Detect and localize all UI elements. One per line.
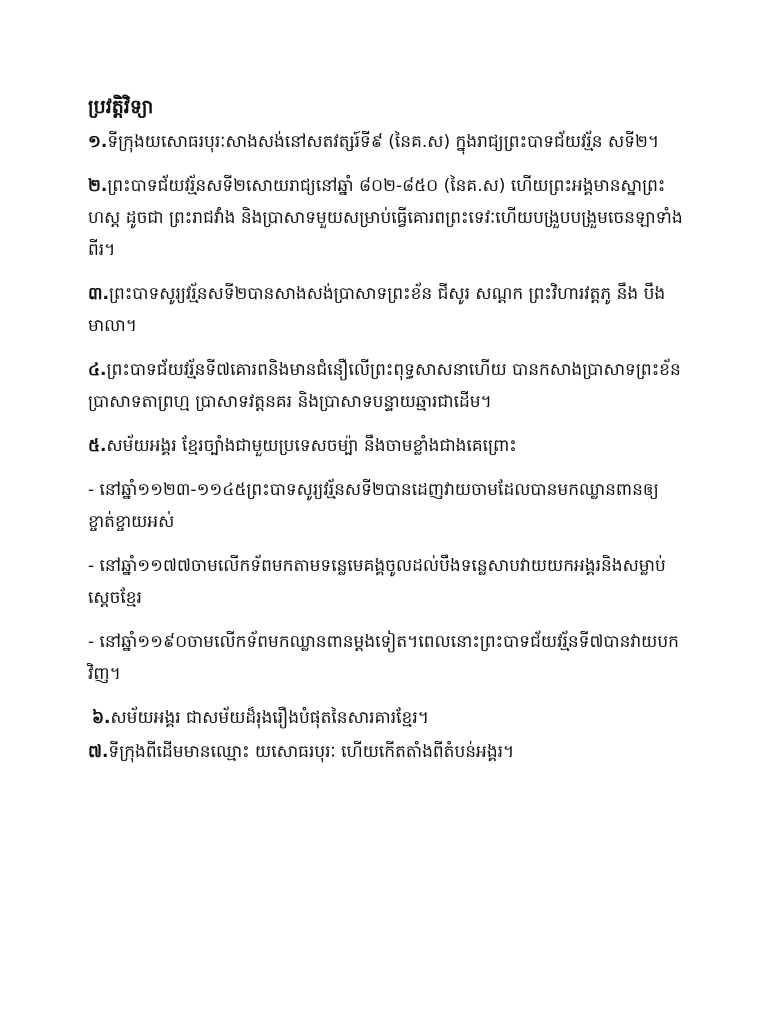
paragraph-5 [88, 430, 688, 462]
paragraph-text: - នៅឆ្នាំ១១៩០ចាមលើកទ័ពមកឈ្លានពានម្តងទៀត។ពេលនោះព្រះបាទជ័យវរ្ម័នទី៧បានវាយបកវិញ។ [88, 632, 679, 684]
paragraph-text: សម័យអង្គរ ជាសម័យដ៏រុងរឿងបំផុតនៃសារគារខ្មែរ។ [110, 708, 429, 728]
paragraph-text: សម័យអង្គរ ខ្មែរច្បាំងជាមួយប្រទេសចម្ប៉ា នឹងចាមខ្លាំងជាងគេព្រោះ [106, 436, 517, 456]
paragraph-6 [88, 702, 688, 734]
bullet-item-3 [88, 626, 688, 690]
paragraph-text: ព្រះបាទជ័យវរ្ម័នសទី២សោយរាជ្យនៅឆ្នាំ ៨០២-៨៥០ (នៃគ.ស) ហើយព្រះអង្គមានស្នាព្រះហស្ត ដូចជា ព្រះរាជវាំង និងប្រាសាទមួយសម្រាប់ធ្វើគោរពព្រះទេវៈហើយបង្រួបបង្រួមចេនឡាទាំងពីរ។ [88, 176, 683, 260]
paragraph-text: ទីក្រុងពីដើមមានឈ្មោះ យសោធរបុរៈ ហើយកើតតាំងពីតំបន់អង្គរ។ [108, 742, 515, 762]
paragraph-text: ព្រះបាទជ័យវរ្ម័នទី៧គោរពនិងមានជំនឿលើព្រះពុទ្ធសាសនាហើយ បានកសាងប្រាសាទព្រះខ័ន ប្រាសាទតាព្រហ្ម ប្រាសាទវត្តនគរ និងប្រាសាទបន្ទាយឆ្មារជាដើម។ [88, 360, 681, 412]
paragraph-number: ១. [88, 132, 108, 152]
paragraph-text: ទីក្រុងយសោធរបុរៈសាងសង់នៅសតវត្សរ៍ទី៩ (នៃគ.ស) ក្នុងរាជ្យព្រះបាទជ័យវរ្ម័ន សទី២។ [107, 132, 660, 152]
paragraph-number: ២. [88, 176, 108, 196]
paragraph-4 [88, 354, 688, 418]
paragraph-text: ព្រះបាទសូរ្យវរ្ម័នសទី២បានសាងសង់ប្រាសាទព្រះខ័ន ជីសូរ សណ្តក ព្រះវិហារវត្តភូ នឹង បឹងមាលា។ [88, 284, 666, 336]
document-title: ប្រវត្តិវិទ្យា [88, 96, 154, 118]
paragraph-number: ៦. [92, 708, 111, 728]
bullet-item-2 [88, 550, 688, 614]
paragraph-number: ៥. [88, 436, 107, 456]
document-page [88, 92, 688, 780]
paragraph-1 [88, 126, 688, 158]
paragraph-text: - នៅឆ្នាំ១១៧៧ចាមលើកទ័ពមកតាមទន្លេមេគង្គចូលដល់បឹងទន្លេសាបវាយយកអង្គរនិងសម្លាប់ស្តេចខ្មែរ [88, 556, 666, 608]
paragraph-number: ៤. [88, 360, 107, 380]
paragraph-7 [88, 736, 688, 768]
paragraph-text: - នៅឆ្នាំ១១២៣-១១៤៥ព្រះបាទសូរ្យវរ្ម័នសទី២បានដេញវាយចាមដែលបានមកឈ្លានពានឲ្យខ្ចាត់ខ្ចាយអស់ [88, 480, 659, 532]
paragraph-number: ៧. [88, 742, 109, 762]
paragraph-2 [88, 170, 688, 266]
paragraph-3 [88, 278, 688, 342]
paragraph-number: ៣. [88, 284, 109, 304]
bullet-item-1 [88, 474, 688, 538]
